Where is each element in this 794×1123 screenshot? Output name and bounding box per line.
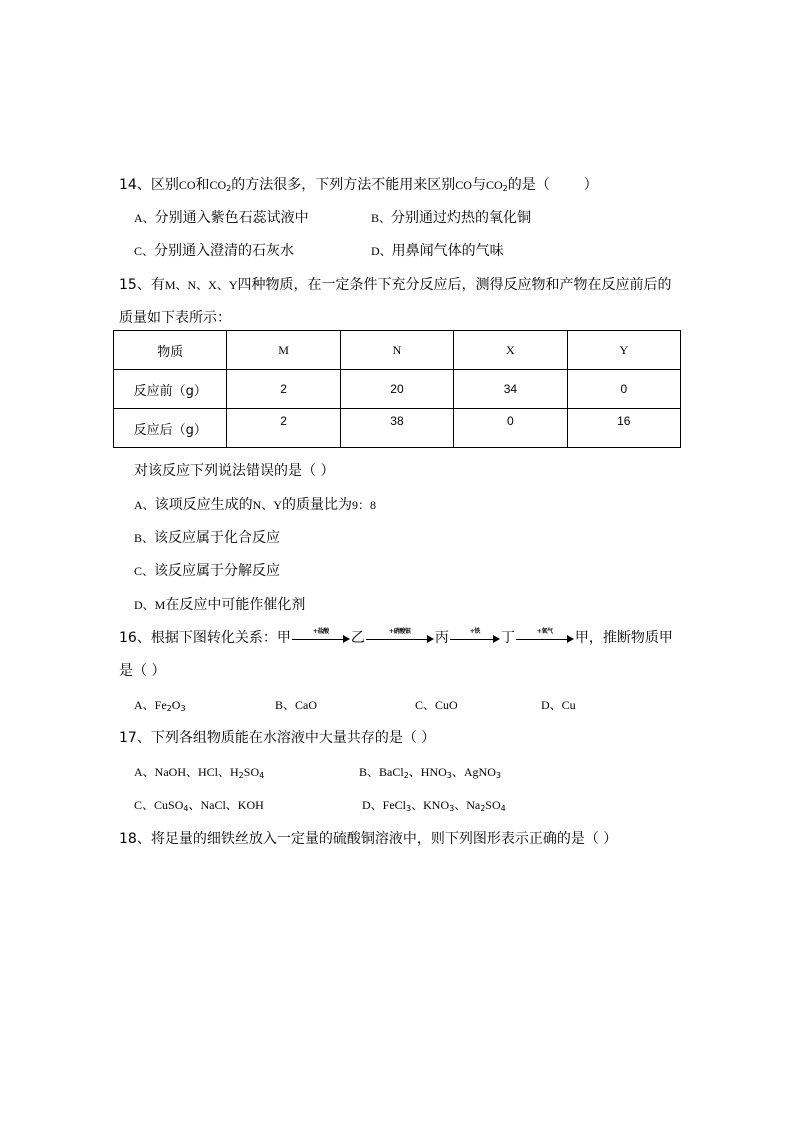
table-header-cell: Y xyxy=(567,331,680,370)
q16-line2: 是（ ） xyxy=(119,663,166,679)
table-row xyxy=(114,370,681,409)
reaction-arrow-1 xyxy=(292,629,350,647)
q16-stem: 16、根据下图转化关系：甲 +盐酸 乙 +硝酸银 丙 +铁 丁 +氧气 甲，推断物质甲 xyxy=(119,628,673,646)
q16-option-b[interactable]: B、CaO xyxy=(275,698,318,712)
table-row xyxy=(114,409,681,448)
table-cell: 2 xyxy=(227,370,340,409)
q15-stem-line2: 质量如下表所示： xyxy=(119,310,231,326)
reaction-reagent-4: +氧气 xyxy=(536,628,553,635)
q17-option-b[interactable]: B、BaCl$_2$、$HNO_3$、AgNO$_3$ xyxy=(359,765,501,780)
substance-yi: 乙 xyxy=(350,630,365,646)
reaction-reagent-1: +盐酸 xyxy=(312,628,329,635)
q17-option-a[interactable]: A、NaOH、HCl、$H_2SO_4$ xyxy=(134,765,265,780)
arrow-shaft xyxy=(450,639,494,640)
table-header-row xyxy=(114,331,681,370)
reaction-arrow-3 xyxy=(450,629,500,647)
q18-stem: 18、将足量的细铁丝放入一定量的硫酸铜溶液中，则下列图形表示正确的是（ ） xyxy=(119,831,618,847)
q16-option-c[interactable]: C、CuO xyxy=(415,698,458,712)
q15-question: 对该反应下列说法错误的是（ ） xyxy=(134,463,335,479)
table-cell: 2 xyxy=(227,409,340,448)
substance-ding: 丁 xyxy=(500,630,515,646)
reaction-arrow-2 xyxy=(366,629,434,647)
table-header-cell: X xyxy=(454,331,567,370)
q17-option-d[interactable]: D、FeCl$_3$、$KNO_3$、$Na_2SO_4$ xyxy=(362,798,506,813)
q16-option-a[interactable]: A、$Fe_2O_3$ xyxy=(134,698,186,713)
q15-option-c[interactable]: C、该反应属于分解反应 xyxy=(134,563,281,579)
table-cell: 0 xyxy=(567,370,680,409)
table-row-label: 反应后（g） xyxy=(114,409,227,448)
table-cell: 20 xyxy=(340,370,453,409)
table-header-cell: N xyxy=(340,331,453,370)
q14-option-d[interactable]: D、用鼻闻气体的气味 xyxy=(371,243,504,259)
substance-jia-final: 甲 xyxy=(574,630,589,646)
arrow-shaft xyxy=(366,639,428,640)
table-cell: 38 xyxy=(340,409,453,448)
q14-option-a[interactable]: A、分别通入紫色石蕊试液中 xyxy=(134,210,309,226)
q14-option-b[interactable]: B、分别通过灼热的氧化铜 xyxy=(371,210,532,226)
q17-stem: 17、下列各组物质能在水溶液中大量共存的是（ ） xyxy=(119,730,436,746)
reaction-reagent-2: +硝酸银 xyxy=(388,628,411,635)
q15-option-a[interactable]: A、该项反应生成的N、Y的质量比为9：8 xyxy=(134,497,377,513)
arrow-head-icon xyxy=(567,635,574,643)
q16-option-d[interactable]: D、Cu xyxy=(541,698,576,712)
substance-bing: 丙 xyxy=(434,630,449,646)
arrow-head-icon xyxy=(493,635,500,643)
reaction-reagent-3: +铁 xyxy=(469,628,481,635)
table-cell: 0 xyxy=(454,409,567,448)
table-header-cell: 物质 xyxy=(114,331,227,370)
arrow-head-icon xyxy=(427,635,434,643)
mass-table xyxy=(113,330,681,448)
arrow-shaft xyxy=(516,639,568,640)
reaction-arrow-4 xyxy=(516,629,574,647)
q15-stem-line1: 15、有M、N、X、Y四种物质，在一定条件下充分反应后，测得反应物和产物在反应前后的 xyxy=(119,277,672,293)
q15-option-b[interactable]: B、该反应属于化合反应 xyxy=(134,530,281,546)
table-row-label: 反应前（g） xyxy=(114,370,227,409)
q17-option-c[interactable]: C、CuSO$_4$、NaCl、KOH xyxy=(134,798,264,813)
table-cell: 34 xyxy=(454,370,567,409)
arrow-shaft xyxy=(292,639,344,640)
substance-jia: 甲 xyxy=(276,630,291,646)
q15-option-d[interactable]: D、M在反应中可能作催化剂 xyxy=(134,597,306,613)
arrow-head-icon xyxy=(343,635,350,643)
table-cell: 16 xyxy=(567,409,680,448)
q14-option-c[interactable]: C、分别通入澄清的石灰水 xyxy=(134,243,295,259)
table-header-cell: M xyxy=(227,331,340,370)
q14-stem: 14、区别CO和$CO_2$的方法很多，下列方法不能用来区别CO与$CO_2$的是（ ） xyxy=(119,177,598,193)
